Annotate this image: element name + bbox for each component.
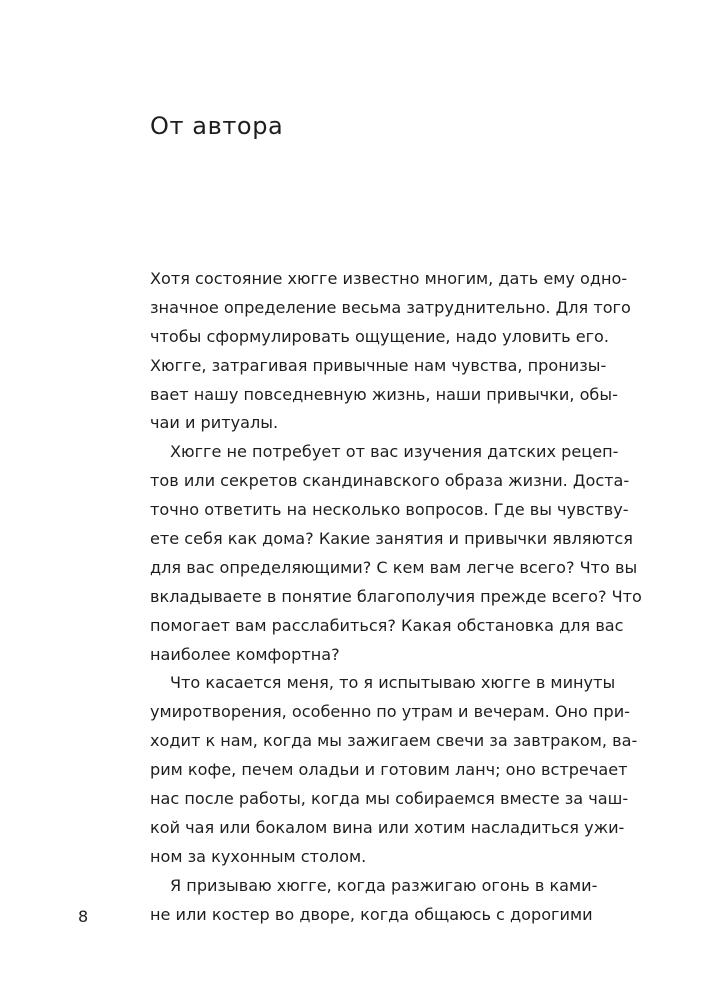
text-line: чаи и ритуалы. [150, 413, 279, 433]
text-line: наиболее комфортна? [150, 644, 340, 664]
text-line: Что касается меня, то я испытываю хюгге в минуты [170, 673, 616, 693]
text-line: чтобы сформулировать ощущение, надо уловить его. [150, 326, 610, 346]
text-line: помогает вам расслабиться? Какая обстановка для вас [150, 615, 624, 635]
text-line: нас после работы, когда мы собираемся вместе за чаш- [150, 789, 629, 809]
text-line: кой чая или бокалом вина или хотим насладиться ужи- [150, 817, 625, 837]
text-line: Хюгге, затрагивая привычные нам чувства, пронизы- [150, 355, 607, 375]
text-line: не или костер во дворе, когда общаюсь с дорогими [150, 904, 593, 924]
text-line: тов или секретов скандинавского образа жизни. Доста- [150, 471, 630, 491]
text-line: значное определение весьма затруднительно. Для того [150, 297, 631, 317]
page-number: 8 [78, 907, 89, 926]
body-text [150, 265, 642, 929]
text-line: Хюгге не потребует от вас изучения датских рецеп- [170, 442, 619, 462]
text-line: для вас определяющими? С кем вам легче всего? Что вы [150, 557, 638, 577]
chapter-title: От автора [150, 112, 284, 140]
text-line: ном за кухонным столом. [150, 846, 367, 866]
text-line: вает нашу повседневную жизнь, наши привычки, обы- [150, 384, 618, 404]
text-line: ете себя как дома? Какие занятия и привычки являются [150, 529, 633, 549]
text-line: умиротворения, особенно по утрам и вечерам. Оно при- [150, 702, 630, 722]
text-line: точно ответить на несколько вопросов. Где вы чувству- [150, 500, 629, 520]
text-line: Я призываю хюгге, когда разжигаю огонь в ками- [170, 875, 598, 895]
text-line: Хотя состояние хюгге известно многим, дать ему одно- [150, 269, 628, 288]
text-line: ходит к нам, когда мы зажигаем свечи за завтраком, ва- [150, 731, 638, 751]
text-line: рим кофе, печем оладьи и готовим ланч; оно встречает [150, 760, 628, 780]
text-line: вкладываете в понятие благополучия прежде всего? Что [150, 586, 642, 606]
